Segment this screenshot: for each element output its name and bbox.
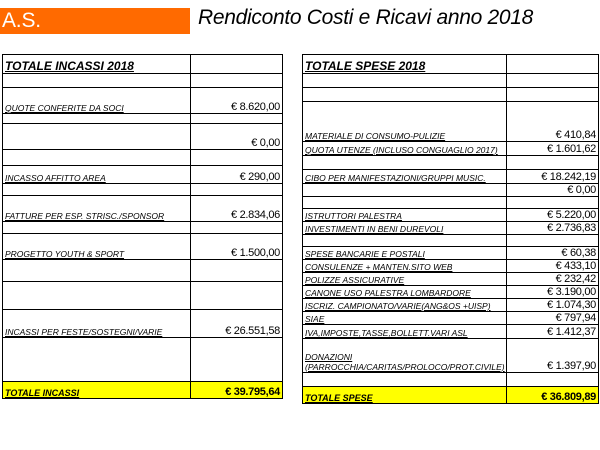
incassi-row-label: INCASSO AFFITTO AREA (3, 166, 191, 184)
incassi-row-label: QUOTE CONFERITE DA SOCI (3, 88, 191, 114)
spese-table (302, 54, 599, 404)
incassi-total-label: TOTALE INCASSI (3, 382, 191, 399)
spese-row-label: CIBO PER MANIFESTAZIONI/GRUPPI MUSIC. (303, 170, 507, 184)
incassi-row-label: INCASSI PER FESTE/SOSTEGNI/VARIE (3, 310, 191, 338)
incassi-row-value: € 26.551,58 (191, 310, 283, 338)
spese-row-value: € 1.074,30 (507, 299, 599, 312)
spese-row-label: CANONE USO PALESTRA LOMBARDORE (303, 286, 507, 299)
org-name: A.S. RIVAROSSESE (0, 8, 190, 34)
spese-row-label: IVA,IMPOSTE,TASSE,BOLLETT.VARI ASL (303, 325, 507, 339)
incassi-table (2, 54, 283, 399)
spese-total-value: € 36.809,89 (507, 387, 599, 404)
incassi-row-label: PROGETTO YOUTH & SPORT (3, 234, 191, 260)
spese-row-value: € 1.601,62 (507, 142, 599, 156)
incassi-row-value: € 290,00 (191, 166, 283, 184)
incassi-row-label (3, 124, 191, 150)
incassi-row-label: FATTURE PER ESP. STRISC./SPONSOR (3, 196, 191, 222)
spese-row-value: € 1.397,90 (507, 339, 599, 373)
header (0, 0, 600, 58)
spese-row-label: SPESE BANCARIE E POSTALI (303, 247, 507, 260)
spese-row-value: € 0,00 (507, 184, 599, 197)
spese-row-label: ISCRIZ. CAMPIONATO/VARIE(ANG&OS +UISP) (303, 299, 507, 312)
spese-row-label: ISTRUTTORI PALESTRA (303, 209, 507, 222)
incassi-row-value: € 0,00 (191, 124, 283, 150)
incassi-row-value: € 1.500,00 (191, 234, 283, 260)
spese-row-label: CONSULENZE + MANTEN.SITO WEB (303, 260, 507, 273)
spese-row-label: QUOTA UTENZE (INCLUSO CONGUAGLIO 2017) (303, 142, 507, 156)
spese-row-value: € 2.736,83 (507, 222, 599, 235)
spese-row-value: € 18.242,19 (507, 170, 599, 184)
spese-row-label: DONAZIONI (PARROCCHIA/CARITAS/PROLOCO/PROT.CIVILE) (303, 339, 507, 373)
incassi-row-value: € 8.620,00 (191, 88, 283, 114)
spese-row-value: € 410,84 (507, 102, 599, 142)
spese-row-value: € 60,38 (507, 247, 599, 260)
spese-total-label: TOTALE SPESE (303, 387, 507, 404)
doc-title: Rendiconto Costi e Ricavi anno 2018 (198, 6, 534, 29)
spese-row-label: POLIZZE ASSICURATIVE (303, 273, 507, 286)
spese-row-label: SIAE (303, 312, 507, 325)
incassi-total-value: € 39.795,64 (191, 382, 283, 399)
spese-row-value: € 1.412,37 (507, 325, 599, 339)
spese-row-value: € 797,94 (507, 312, 599, 325)
spese-row-label: MATERIALE DI CONSUMO-PULIZIE (303, 102, 507, 142)
spese-row-label: INVESTIMENTI IN BENI DUREVOLI (303, 222, 507, 235)
spese-row-value: € 433,10 (507, 260, 599, 273)
spese-row-value: € 5.220,00 (507, 209, 599, 222)
spese-title: TOTALE SPESE 2018 (303, 55, 507, 74)
incassi-row-value: € 2.834,06 (191, 196, 283, 222)
spese-row-label (303, 184, 507, 197)
incassi-title: TOTALE INCASSI 2018 (3, 55, 191, 74)
spese-row-value: € 232,42 (507, 273, 599, 286)
spese-row-value: € 3.190,00 (507, 286, 599, 299)
